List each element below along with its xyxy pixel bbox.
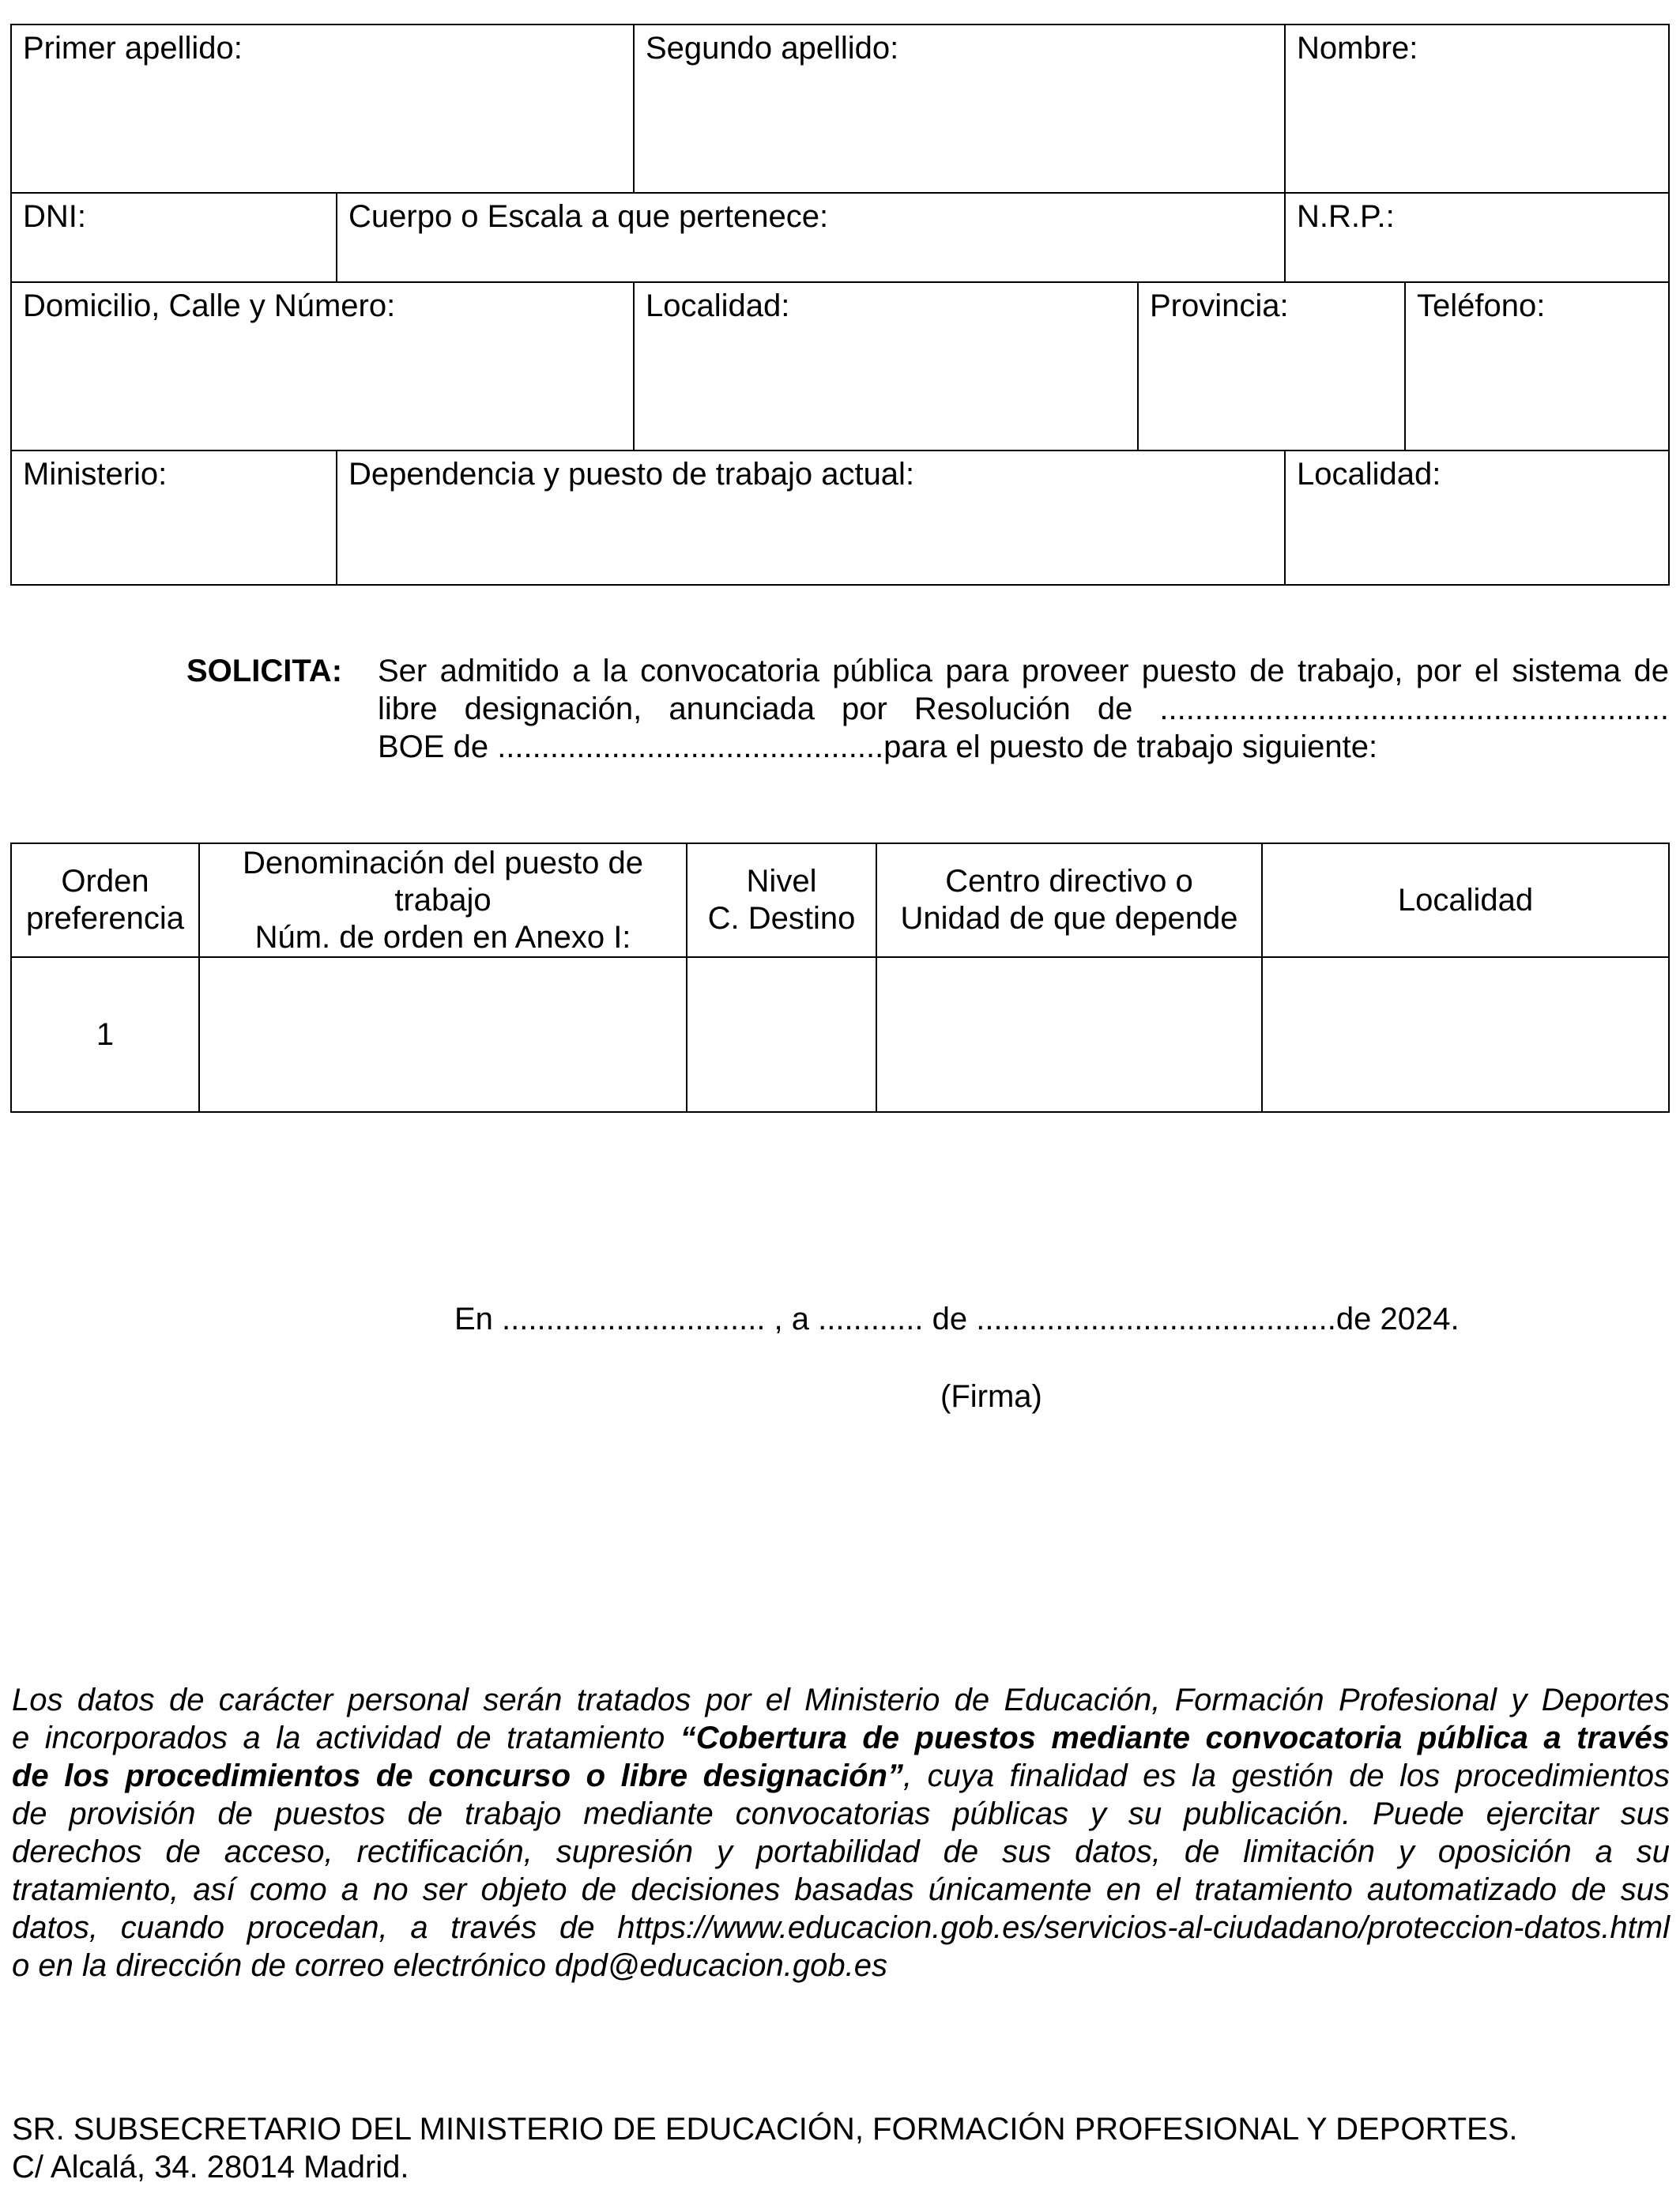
provincia-field[interactable]	[1139, 283, 1406, 450]
form-row-id	[10, 192, 1670, 281]
dni-field[interactable]	[12, 194, 337, 281]
cell-nivel[interactable]	[687, 957, 876, 1112]
segundo-apellido-field[interactable]	[635, 25, 1286, 192]
personal-data-form	[10, 24, 1670, 586]
dependencia-field[interactable]	[337, 451, 1286, 584]
privacy-line-2: e incorporados a la actividad de tratamiento “Cobertura de puestos mediante convocatoria pública a través	[12, 1721, 1670, 1755]
nombre-field[interactable]	[1286, 25, 1670, 192]
ministerio-field[interactable]	[12, 451, 337, 584]
privacy-line-7: datos, cuando procedan, a través de https://www.educacion.gob.es/servicios-al-ciudadano/proteccion-datos.html	[12, 1910, 1670, 1945]
localidad-actual-field[interactable]	[1286, 451, 1670, 584]
place-date-line: En .............................. , a ............ de .........................................de 2024.	[454, 1302, 1460, 1336]
privacy-line-3: de los procedimientos de concurso o libre designación”, cuya finalidad es la gestión de los procedimientos	[12, 1759, 1670, 1793]
privacy-line-5: derechos de acceso, rectificación, supresión y portabilidad de sus datos, de limitación y oposición a su	[12, 1834, 1670, 1869]
solicita-label: SOLICITA:	[186, 654, 343, 688]
solicita-line-3: BOE de ............................................para el puesto de trabajo siguiente:	[378, 729, 1378, 764]
privacy-line-4: de provisión de puestos de trabajo mediante convocatorias públicas y su publicación. Puede ejercitar sus	[12, 1796, 1670, 1831]
solicita-line-2: libre designación, anunciada por Resolución de ..........................................................	[378, 692, 1669, 726]
dni-label: DNI:	[23, 199, 86, 234]
primer-apellido-label: Primer apellido:	[23, 31, 243, 66]
firma-label: (Firma)	[940, 1379, 1042, 1414]
privacy-line-8: o en la dirección de correo electrónico dpd@educacion.gob.es	[12, 1948, 887, 1983]
primer-apellido-field[interactable]	[12, 25, 635, 192]
header-denominacion: Denominación del puesto de trabajo Núm. de orden en Anexo I:	[199, 843, 687, 957]
solicita-text	[378, 652, 1669, 766]
nrp-label: N.R.P.:	[1297, 199, 1395, 234]
form-row-address	[10, 281, 1670, 450]
cell-denominacion[interactable]	[199, 957, 687, 1112]
header-orden: Orden preferencia	[11, 843, 199, 957]
nombre-label: Nombre:	[1297, 31, 1418, 66]
recipient-address	[12, 2110, 1518, 2186]
dependencia-label: Dependencia y puesto de trabajo actual:	[348, 457, 915, 492]
cell-localidad[interactable]	[1262, 957, 1669, 1112]
nrp-field[interactable]	[1286, 194, 1670, 281]
table-row	[11, 957, 1669, 1112]
cell-orden: 1	[11, 957, 199, 1112]
localidad-field[interactable]	[635, 283, 1139, 450]
address-line-2: C/ Alcalá, 34. 28014 Madrid.	[12, 2150, 409, 2185]
privacy-line-6: tratamiento, así como a no ser objeto de decisiones basadas únicamente en el tratamiento automatizado de sus	[12, 1872, 1670, 1907]
form-row-names	[10, 24, 1670, 192]
telefono-label: Teléfono:	[1417, 288, 1546, 323]
header-localidad: Localidad	[1262, 843, 1669, 957]
provincia-label: Provincia:	[1150, 288, 1289, 323]
table-header-row	[11, 843, 1669, 957]
positions-table	[10, 843, 1670, 1113]
header-centro: Centro directivo o Unidad de que depende	[876, 843, 1262, 957]
form-row-job	[10, 450, 1670, 586]
segundo-apellido-label: Segundo apellido:	[646, 31, 899, 66]
domicilio-field[interactable]	[12, 283, 635, 450]
solicita-line-1: Ser admitido a la convocatoria pública para proveer puesto de trabajo, por el sistema de	[378, 654, 1669, 688]
telefono-field[interactable]	[1406, 283, 1670, 450]
cuerpo-escala-label: Cuerpo o Escala a que pertenece:	[348, 199, 829, 234]
privacy-notice	[12, 1681, 1670, 1985]
localidad-label: Localidad:	[646, 288, 790, 323]
cell-centro[interactable]	[876, 957, 1262, 1112]
cuerpo-escala-field[interactable]	[337, 194, 1286, 281]
privacy-line-1: Los datos de carácter personal serán tratados por el Ministerio de Educación, Formación Profesional y Deportes	[12, 1683, 1670, 1717]
header-nivel: Nivel C. Destino	[687, 843, 876, 957]
localidad-actual-label: Localidad:	[1297, 457, 1441, 492]
address-line-1: SR. SUBSECRETARIO DEL MINISTERIO DE EDUCACIÓN, FORMACIÓN PROFESIONAL Y DEPORTES.	[12, 2112, 1518, 2147]
domicilio-label: Domicilio, Calle y Número:	[23, 288, 396, 323]
ministerio-label: Ministerio:	[23, 457, 168, 492]
